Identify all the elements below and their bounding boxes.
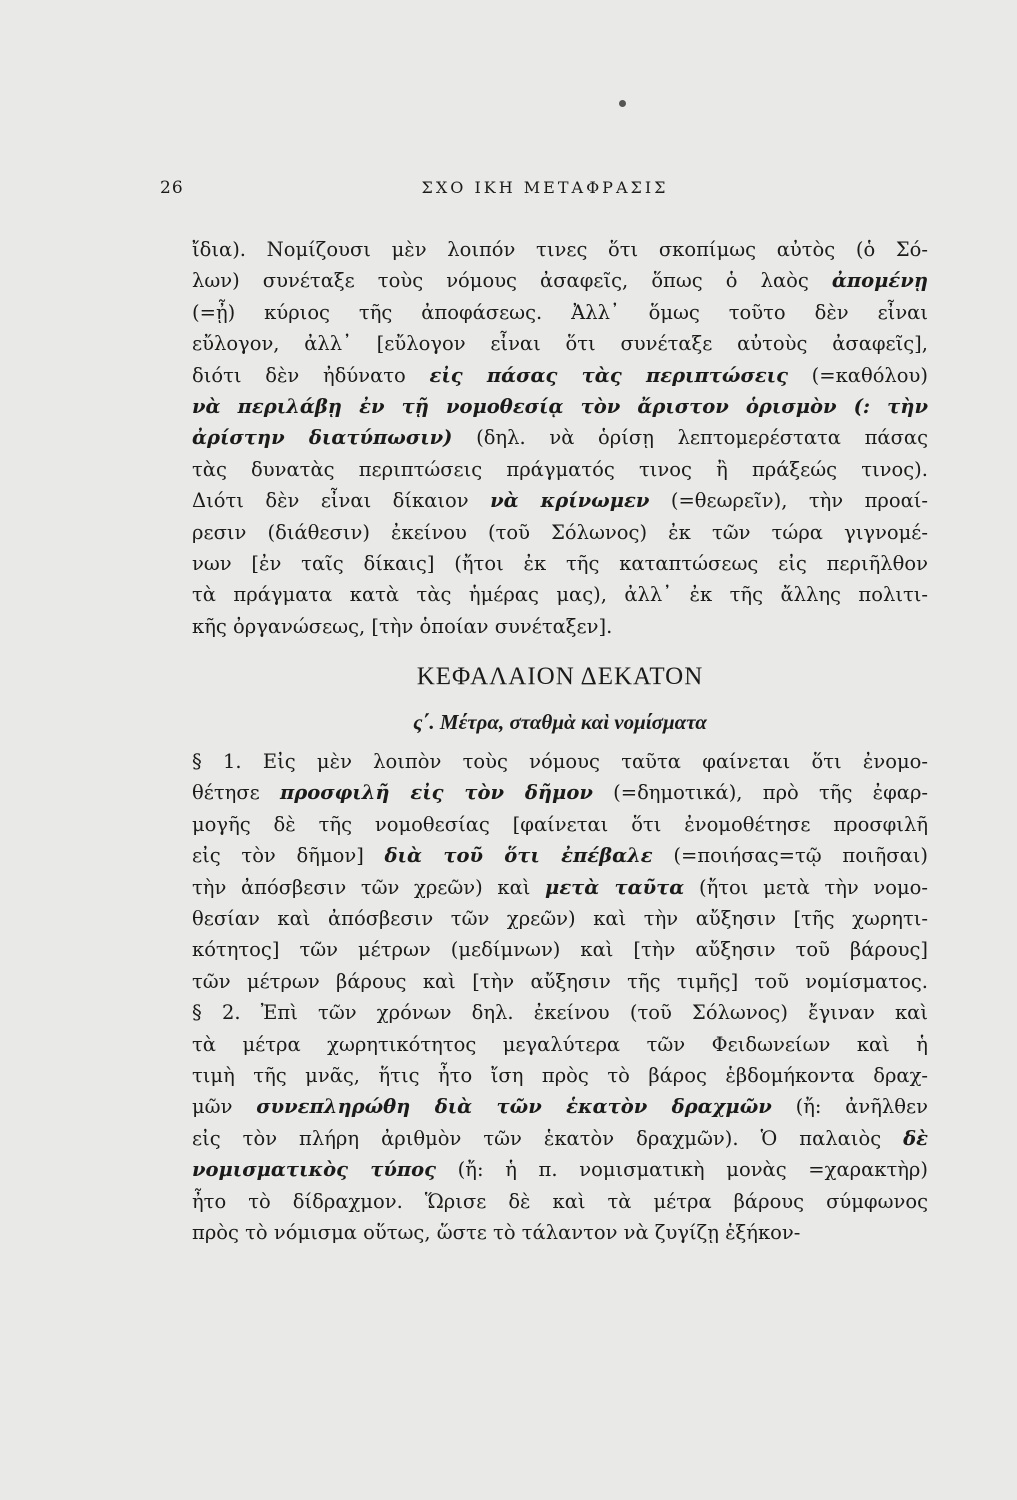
text-run: τιμὴ τῆς μνᾶς, ἥτις ἦτο ἴση πρὸς τὸ βάρος ἑβδομήκοντα δραχ- bbox=[192, 1063, 928, 1087]
text-line bbox=[192, 360, 928, 391]
text-run: ἦτο τὸ δίδραχμον. Ὥρισε δὲ καὶ τὰ μέτρα βάρους σύμφωνος bbox=[192, 1189, 928, 1213]
text-line bbox=[192, 809, 928, 840]
text-run: θεσίαν καὶ ἀπόσβεσιν τῶν χρεῶν) καὶ τὴν αὔξησιν [τῆς χωρητι- bbox=[192, 907, 928, 931]
text-line bbox=[192, 485, 928, 516]
text-run: νων [ἐν ταῖς δίκαις] (ἤτοι ἐκ τῆς καταπτώσεως εἰς περιῆλθον bbox=[192, 551, 928, 575]
text-line bbox=[192, 611, 928, 642]
text-run: τῶν μέτρων βάρους καὶ [τὴν αὔξησιν τῆς τιμῆς] τοῦ νομίσματος. bbox=[192, 969, 928, 993]
section-title: ς΄. Μέτρα, σταθμὰ καὶ νομίσματα bbox=[413, 710, 707, 735]
text-run: (=καθόλου) bbox=[787, 363, 928, 387]
text-run: (δηλ. νὰ ὁρίσῃ λεπτομερέστατα πάσας bbox=[452, 426, 928, 450]
text-run: τὰ πράγματα κατὰ τὰς ἡμέρας μας), ἀλλ᾽ ἐκ τῆς ἄλλης πολιτι- bbox=[192, 583, 928, 607]
running-title: ΣΧΟ ΙΚΗ ΜΕΤΑΦΡΑΣΙΣ bbox=[421, 178, 669, 197]
text-line bbox=[192, 1123, 928, 1154]
text-run: πρὸς τὸ νόμισμα οὕτως, ὥστε τὸ τάλαντον νὰ ζυγίζῃ ἑξήκον- bbox=[192, 1220, 801, 1244]
text-run: (=θεωρεῖν), τὴν προαί- bbox=[649, 489, 928, 513]
emphasized-phrase: ἀρίστην διατύπωσιν) bbox=[192, 426, 453, 450]
paragraph-1 bbox=[192, 234, 928, 642]
text-line bbox=[192, 1091, 928, 1122]
text-run: λων) συνέταξε τοὺς νόμους ἀσαφεῖς, ὅπως ὁ λαὸς bbox=[192, 269, 832, 293]
text-run: (=δημοτικά), πρὸ τῆς ἐφαρ- bbox=[592, 781, 928, 805]
text-run: § 2. Ἐπὶ τῶν χρόνων δηλ. ἐκείνου (τοῦ Σόλωνος) ἔγιναν καὶ bbox=[192, 1001, 928, 1025]
text-run: εἰς τὸν πλήρη ἀριθμὸν τῶν ἑκατὸν δραχμῶν). Ὁ παλαιὸς bbox=[192, 1126, 904, 1150]
text-run: § 1. Εἰς μὲν λοιπὸν τοὺς νόμους ταῦτα φαίνεται ὅτι ἐνομο- bbox=[192, 750, 928, 774]
text-run: Διότι δὲν εἶναι δίκαιον bbox=[192, 489, 491, 513]
text-line bbox=[192, 1154, 928, 1185]
page-number: 26 bbox=[160, 178, 184, 198]
ink-dot bbox=[619, 100, 626, 107]
text-line bbox=[192, 1186, 928, 1217]
text-run: κότητος] τῶν μέτρων (μεδίμνων) καὶ [τὴν αὔξησιν τοῦ βάρους] bbox=[192, 938, 928, 962]
text-line bbox=[192, 746, 928, 777]
text-line bbox=[192, 934, 928, 965]
text-line bbox=[192, 454, 928, 485]
text-line bbox=[192, 1060, 928, 1091]
text-run: (=ποιήσας=τῷ ποιῆσαι) bbox=[652, 844, 928, 868]
text-line bbox=[192, 422, 928, 453]
text-run: ρεσιν (διάθεσιν) ἐκείνου (τοῦ Σόλωνος) ἐκ τῶν τώρα γιγνομέ- bbox=[192, 520, 928, 544]
text-line bbox=[192, 391, 928, 422]
text-run: κῆς ὀργανώσεως, [τὴν ὁποίαν συνέταξεν]. bbox=[192, 614, 613, 638]
text-line bbox=[192, 579, 928, 610]
emphasized-phrase: μετὰ ταῦτα bbox=[545, 875, 685, 899]
paragraph-2 bbox=[192, 746, 928, 1248]
text-run: εἰς τὸν δῆμον] bbox=[192, 844, 385, 868]
emphasized-phrase: δὲ bbox=[903, 1126, 928, 1150]
text-run: μογῆς δὲ τῆς νομοθεσίας [φαίνεται ὅτι ἐνομοθέτησε προσφιλῆ bbox=[192, 812, 928, 836]
emphasized-phrase: προσφιλῆ εἰς τὸν δῆμον bbox=[279, 781, 593, 805]
page-header bbox=[160, 178, 930, 208]
emphasized-phrase: ἀπομένῃ bbox=[831, 269, 928, 293]
text-line bbox=[192, 265, 928, 296]
text-line bbox=[192, 548, 928, 579]
text-line bbox=[192, 517, 928, 548]
emphasized-phrase: συνεπληρώθη διὰ τῶν ἑκατὸν δραχμῶν bbox=[256, 1095, 772, 1119]
text-line bbox=[192, 1217, 928, 1248]
text-run: τὰς δυνατὰς περιπτώσεις πράγματός τινος ἢ πράξεώς τινος). bbox=[192, 457, 928, 481]
text-line bbox=[192, 234, 928, 265]
text-line bbox=[192, 328, 928, 359]
text-line bbox=[192, 966, 928, 997]
text-line bbox=[192, 840, 928, 871]
text-line bbox=[192, 1029, 928, 1060]
emphasized-phrase: νομισματικὸς τύπος bbox=[192, 1158, 437, 1182]
chapter-title: ΚΕΦΑΛΑΙΟΝ ΔΕΚΑΤΟΝ bbox=[416, 663, 704, 691]
text-line bbox=[192, 297, 928, 328]
text-run: (ἤ: ἀνῆλθεν bbox=[771, 1095, 928, 1119]
text-line bbox=[192, 903, 928, 934]
text-run: μῶν bbox=[192, 1095, 257, 1119]
emphasized-phrase: εἰς πάσας τὰς περιπτώσεις bbox=[429, 363, 788, 387]
text-line bbox=[192, 872, 928, 903]
text-run: εὔλογον, ἀλλ᾽ [εὔλογον εἶναι ὅτι συνέταξε αὐτοὺς ἀσαφεῖς], bbox=[192, 332, 928, 356]
emphasized-phrase: διὰ τοῦ ὅτι ἐπέβαλε bbox=[384, 844, 653, 868]
text-run: (=ᾖ) κύριος τῆς ἀποφάσεως. Ἀλλ᾽ ὅμως τοῦτο δὲν εἶναι bbox=[192, 300, 928, 324]
text-run: διότι δὲν ἠδύνατο bbox=[192, 363, 430, 387]
text-line bbox=[192, 997, 928, 1028]
emphasized-phrase: νὰ κρίνωμεν bbox=[490, 489, 650, 513]
text-run: θέτησε bbox=[192, 781, 280, 805]
page-body bbox=[192, 234, 928, 1248]
text-line bbox=[192, 777, 928, 808]
text-run: τὴν ἀπόσβεσιν τῶν χρεῶν) καὶ bbox=[192, 875, 546, 899]
text-run: (ἤ: ἡ π. νομισματικὴ μονὰς =χαρακτὴρ) bbox=[436, 1158, 928, 1182]
emphasized-phrase: νὰ περιλάβῃ ἐν τῇ νομοθεσίᾳ τὸν ἄριστον ὁρισμὸν (: τὴν bbox=[192, 394, 928, 418]
text-run: τὰ μέτρα χωρητικότητος μεγαλύτερα τῶν Φειδωνείων καὶ ἡ bbox=[192, 1032, 928, 1056]
text-run: ἴδια). Νομίζουσι μὲν λοιπόν τινες ὅτι σκοπίμως αὐτὸς (ὁ Σό- bbox=[192, 238, 928, 261]
text-run: (ἤτοι μετὰ τὴν νομο- bbox=[684, 875, 928, 899]
